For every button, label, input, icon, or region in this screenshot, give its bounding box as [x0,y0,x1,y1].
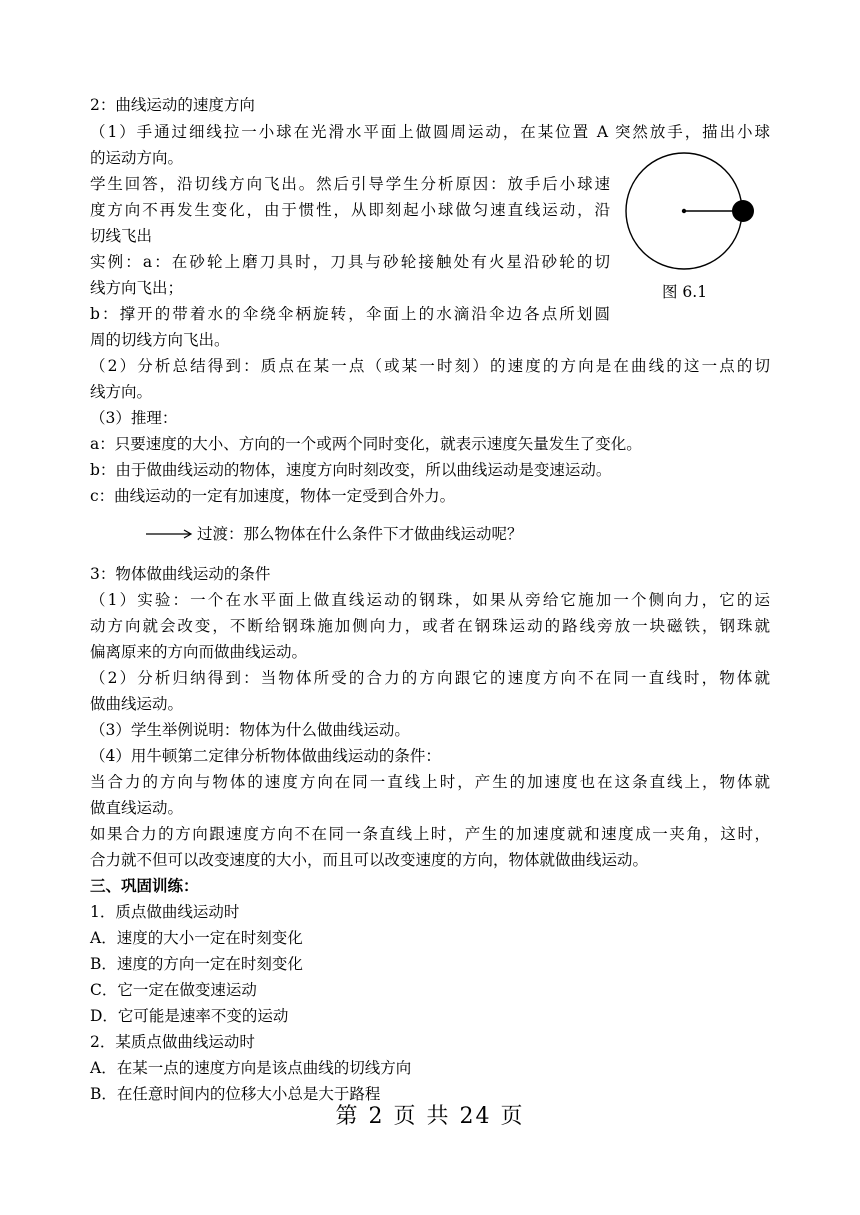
answer-option: B．在任意时间内的位移大小总是大于路程 [90,1085,381,1103]
text-line: 2：曲线运动的速度方向 [90,96,255,114]
answer-option: C．它一定在做变速运动 [90,981,257,999]
text-line: 合力就不但可以改变速度的大小，而且可以改变速度的方向，物体就做曲线运动。 [90,851,649,869]
text-line: a：只要速度的大小、方向的一个或两个同时变化，就表示速度矢量发生了变化。 [90,435,642,453]
text-line: 切线飞出 [90,227,153,245]
text-line: b：由于做曲线运动的物体，速度方向时刻改变，所以曲线运动是变速运动。 [90,461,612,479]
text-line: 做曲线运动。 [90,695,184,713]
text-line: 的运动方向。 [90,149,184,167]
answer-option: A．速度的大小一定在时刻变化 [90,929,303,947]
text-line: （2）分析总结得到：质点在某一点（或某一时刻）的速度的方向是在曲线的这一点的切 [90,357,770,375]
question-stem: 1．质点做曲线运动时 [90,903,240,921]
answer-option: B．速度的方向一定在时刻变化 [90,955,303,973]
question-stem: 2．某质点做曲线运动时 [90,1033,255,1051]
text-line: （1）实验：一个在水平面上做直线运动的钢珠，如果从旁给它施加一个侧向力，它的运 [90,591,770,609]
text-line: 周的切线方向飞出。 [90,331,230,349]
page-footer: 第 2 页 共 24 页 [335,1104,525,1129]
transition-text: 过渡：那么物体在什么条件下才做曲线运动呢？ [197,525,523,543]
text-line: （3）学生举例说明：物体为什么做曲线运动。 [90,721,410,739]
text-line: 3：物体做曲线运动的条件 [90,565,271,583]
text-line: （2）分析归纳得到：当物体所受的合力的方向跟它的速度方向不在同一直线时，物体就 [90,669,770,687]
text-line: 线方向。 [90,383,153,401]
text-line: 如果合力的方向跟速度方向不在同一条直线上时，产生的加速度就和速度成一夹角，这时， [90,825,770,843]
answer-option: D．它可能是速率不变的运动 [90,1007,289,1025]
text-line: 学生回答，沿切线方向飞出。然后引导学生分析原因：放手后小球速 [90,175,610,193]
text-line: c：曲线运动的一定有加速度，物体一定受到合外力。 [90,487,456,505]
answer-option: A．在某一点的速度方向是该点曲线的切线方向 [90,1059,412,1077]
figure-caption: 图 6.1 [662,283,708,301]
text-line: 线方向飞出； [90,279,184,297]
text-line: （4）用牛顿第二定律分析物体做曲线运动的条件： [90,747,441,765]
ball [732,200,754,222]
section-heading: 三、巩固训练： [90,876,199,895]
text-line: 偏离原来的方向而做曲线运动。 [90,643,308,661]
text-line: （1）手通过细线拉一小球在光滑水平面上做圆周运动，在某位置 A 突然放手，描出小球 [90,123,770,141]
text-line: 做直线运动。 [90,799,184,817]
center-point [682,209,686,213]
text-line: 动方向就会改变，不断给钢珠施加侧向力，或者在钢珠运动的路线旁放一块磁铁，钢珠就 [90,617,770,635]
text-line: 当合力的方向与物体的速度方向在同一直线上时，产生的加速度也在这条直线上，物体就 [90,773,770,791]
text-line: 实例：a：在砂轮上磨刀具时，刀具与砂轮接触处有火星沿砂轮的切 [90,253,610,271]
text-line: b：撑开的带着水的伞绕伞柄旋转，伞面上的水滴沿伞边各点所划圆 [90,305,610,323]
text-line: 度方向不再发生变化，由于惯性，从即刻起小球做匀速直线运动，沿 [90,201,610,219]
text-line: （3）推理： [90,409,178,427]
